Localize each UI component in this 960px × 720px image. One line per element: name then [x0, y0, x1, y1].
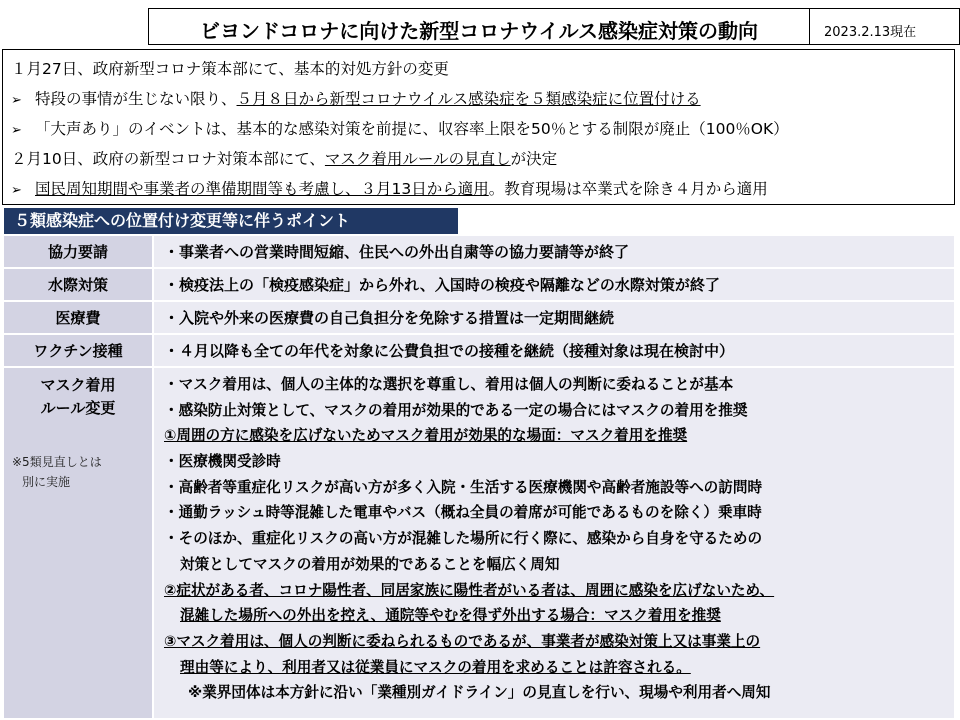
mask-rule-heading: ③マスク着用は、個人の判断に委ねられるものであるが、事業者が感染対策上又は事業上の: [164, 632, 761, 650]
row-header: 水際対策: [4, 269, 152, 300]
announcement-highlight: マスク着用ルールの見直し: [324, 150, 511, 168]
title-box: [148, 8, 810, 45]
mask-rule-line: ・マスク着用は、個人の主体的な選択を尊重し、着用は個人の判断に委ねることが基本: [164, 376, 734, 393]
mask-rule-heading: 混雑した場所への外出を控え、通院等やむを得ず外出する場合：マスク着用を推奨: [180, 607, 721, 625]
announcement-text: 。教育現場は卒業式を除き４月から適用: [488, 180, 768, 198]
mask-rule-heading: ①周囲の方に感染を広げないためマスク着用が効果的な場面：マスク着用を推奨: [164, 427, 688, 445]
note-line: 別に実施: [22, 475, 71, 489]
announcement-line: [11, 174, 948, 204]
announcement-text: 「大声あり」のイベントは、基本的な感染対策を前提に、収容率上限を50％とする制限が廃止（100％OK）: [35, 120, 789, 138]
date-label: 2023.2.13現在: [824, 25, 917, 40]
row-header: 協力要請: [4, 236, 152, 267]
mask-rule-line: ・通勤ラッシュ時等混雑した電車やバス（概ね全員の着席が可能であるものを除く）乗車時: [164, 504, 762, 522]
mask-rule-title: [4, 374, 152, 420]
announcement-text: ２月10日、政府の新型コロナ対策本部にて、: [11, 150, 325, 168]
row-body: ・４月以降も全ての年代を対象に公費負担での接種を継続（接種対象は現在検討中）: [154, 335, 954, 366]
section-heading: ５類感染症への位置付け変更等に伴うポイント: [4, 208, 458, 234]
announcement-text: 特段の事情が生じない限り、: [35, 90, 237, 108]
arrow-bullet-icon: ➢: [11, 93, 22, 108]
row-header: 医療費: [4, 302, 152, 333]
mask-rule-line: ・医療機関受診時: [164, 453, 281, 471]
date-frame: [810, 8, 960, 45]
announcement-line: [11, 114, 948, 144]
row-body: ・事業者への営業時間短縮、住民への外出自粛等の協力要請等が終了: [154, 236, 954, 267]
arrow-bullet-icon: ➢: [11, 123, 22, 138]
row-body: ・入院や外来の医療費の自己負担分を免除する措置は一定期間継続: [154, 302, 954, 333]
arrow-bullet-icon: ➢: [11, 183, 22, 198]
mask-rule-line: ・そのほか、重症化リスクの高い方が混雑した場所に行く際に、感染から自身を守るための: [164, 530, 763, 548]
announcement-box: [2, 49, 955, 205]
mask-rule-title-line: マスク着用: [40, 376, 116, 394]
mask-rule-line: ※業界団体は本方針に沿い「業種別ガイドライン」の見直しを行い、現場や利用者へ周知: [188, 684, 771, 702]
row-header: [4, 368, 152, 718]
mask-rule-heading: 理由等により、利用者又は従業員にマスクの着用を求めることは許容される。: [180, 658, 691, 676]
row-header: ワクチン接種: [4, 335, 152, 366]
mask-rule-line: 対策としてマスクの着用が効果的であることを幅広く周知: [180, 555, 560, 573]
mask-rule-note: [12, 452, 102, 492]
row-body: ・検疫法上の「検疫感染症」から外れ、入国時の検疫や隔離などの水際対策が終了: [154, 269, 954, 300]
mask-rule-row: [4, 368, 954, 718]
table-row: [4, 269, 954, 300]
mask-rule-heading: ②症状がある者、コロナ陽性者、同居家族に陽性者がいる者は、周囲に感染を広げないため、: [164, 581, 775, 599]
announcement-line: [11, 84, 948, 114]
table-row: [4, 302, 954, 333]
mask-rule-line: ・高齢者等重症化リスクが高い方が多く入院・生活する医療機関や高齢者施設等への訪問時: [164, 478, 763, 496]
table-row: [4, 236, 954, 267]
mask-rule-title-line: ルール変更: [40, 399, 116, 417]
announcement-highlight: 国民周知期間や事業者の準備期間等も考慮し、３月13日から適用: [35, 180, 489, 198]
announcement-highlight: ５月８日から新型コロナウイルス感染症を５類感染症に位置付ける: [236, 90, 701, 108]
announcement-text: が決定: [510, 150, 558, 168]
announcement-line: [11, 144, 948, 174]
announcement-text: １月27日、政府新型コロナ策本部にて、基本的対処方針の変更: [11, 60, 449, 78]
page-title: ビヨンドコロナに向けた新型コロナウイルス感染症対策の動向: [200, 19, 758, 43]
announcement-line: [11, 54, 948, 84]
note-line: ※5類見直しとは: [12, 455, 102, 469]
mask-rule-line: ・感染防止対策として、マスクの着用が効果的である一定の場合にはマスクの着用を推奨: [164, 401, 748, 419]
mask-rule-body: [154, 368, 954, 718]
table-row: [4, 335, 954, 366]
